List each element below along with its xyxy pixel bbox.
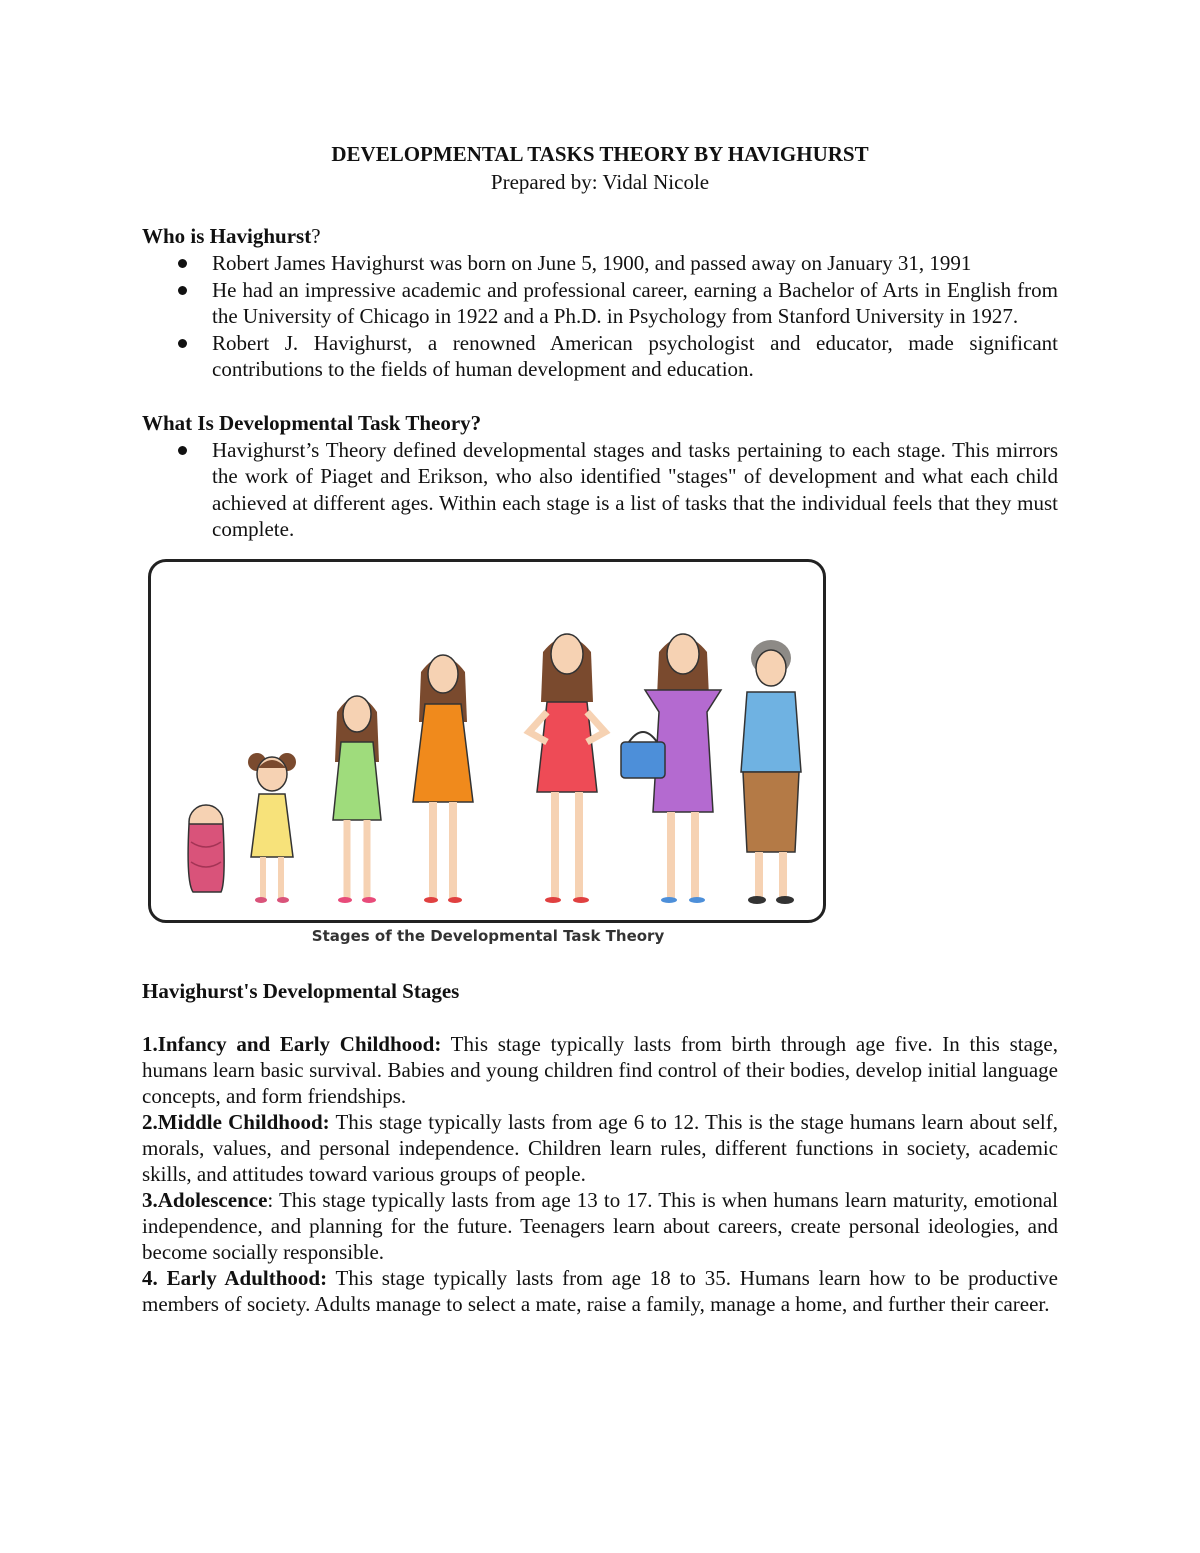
stage-paragraph — [142, 1265, 1058, 1317]
stage-label: 3.Adolescence — [142, 1187, 268, 1212]
bullet-icon — [178, 259, 187, 268]
who-heading-mark: ? — [311, 224, 321, 248]
figure-frame — [148, 559, 826, 923]
stage-label: 2.Middle Childhood: — [142, 1109, 330, 1134]
bullet-text: Robert J. Havighurst, a renowned American psychologist and educator, made significant contributions to the fields of human development and education. — [212, 330, 1058, 381]
bullet-icon — [178, 286, 187, 295]
child-figure — [333, 696, 381, 903]
stage-label: 4. Early Adulthood: — [142, 1265, 328, 1290]
baby-figure — [188, 805, 224, 892]
stages-heading: Havighurst's Developmental Stages — [142, 978, 460, 1003]
stage-text: This stage typically lasts from birth through age five. In this stage, humans learn basic survival. Babies and young children find control of their bodies, develop initial language concepts, and form friendships. — [142, 1031, 1058, 1108]
stage-paragraph — [142, 1031, 1058, 1109]
stages-figure — [148, 559, 824, 945]
figure-caption: Stages of the Developmental Task Theory — [311, 926, 665, 945]
what-bullet-list — [142, 437, 1058, 543]
who-bullet-list — [142, 250, 1058, 383]
document-page — [142, 140, 1058, 1317]
bullet-text: Robert James Havighurst was born on June 5, 1900, and passed away on January 31, 1991 — [212, 251, 972, 275]
stage-text: This stage typically lasts from age 6 to 12. This is the stage humans learn about self, morals, values, and personal independence. Children learn rules, different functions in society, academic skills, and attitudes toward various groups of people. — [142, 1109, 1058, 1186]
stages-illustration — [151, 562, 823, 920]
list-item — [212, 250, 1058, 277]
document-subtitle: Prepared by: Vidal Nicole — [490, 170, 710, 194]
document-title: DEVELOPMENTAL TASKS THEORY BY HAVIGHURST — [331, 142, 869, 166]
bullet-icon — [178, 339, 187, 348]
bullet-icon — [178, 446, 187, 455]
stage-text: This stage typically lasts from age 18 to 35. Humans learn how to be productive members of society. Adults manage to select a mate, raise a family, manage a home, and further their career. — [142, 1265, 1058, 1316]
elder-figure — [741, 640, 801, 904]
adult-figure — [621, 634, 721, 903]
stage-text: : This stage typically lasts from age 13 to 17. This is when humans learn maturity, emotional independence, and planning for the future. Teenagers learn about careers, create personal ideologies, and become socially responsible. — [142, 1187, 1058, 1264]
who-heading — [142, 222, 1058, 250]
list-item — [212, 437, 1058, 543]
teen-figure — [413, 655, 473, 903]
young-adult-figure — [529, 634, 605, 903]
stage-paragraph — [142, 1187, 1058, 1265]
what-heading: What Is Developmental Task Theory? — [142, 410, 482, 435]
who-heading-text: Who is Havighurst — [142, 224, 312, 248]
bullet-text: Havighurst’s Theory defined developmental stages and tasks pertaining to each stage. This mirrors the work of Piaget and Erikson, who also identified "stages" of development and what each child achieved at different ages. Within each stage is a list of tasks that the individual feels that they must complete. — [212, 437, 1058, 541]
bullet-text: He had an impressive academic and professional career, earning a Bachelor of Arts in English from the University of Chicago in 1922 and a Ph.D. in Psychology from Stanford University in 1927. — [212, 277, 1058, 328]
toddler-figure — [248, 753, 296, 903]
list-item — [212, 277, 1058, 330]
stage-label: 1.Infancy and Early Childhood: — [142, 1031, 442, 1056]
stage-paragraph — [142, 1109, 1058, 1187]
list-item — [212, 330, 1058, 383]
